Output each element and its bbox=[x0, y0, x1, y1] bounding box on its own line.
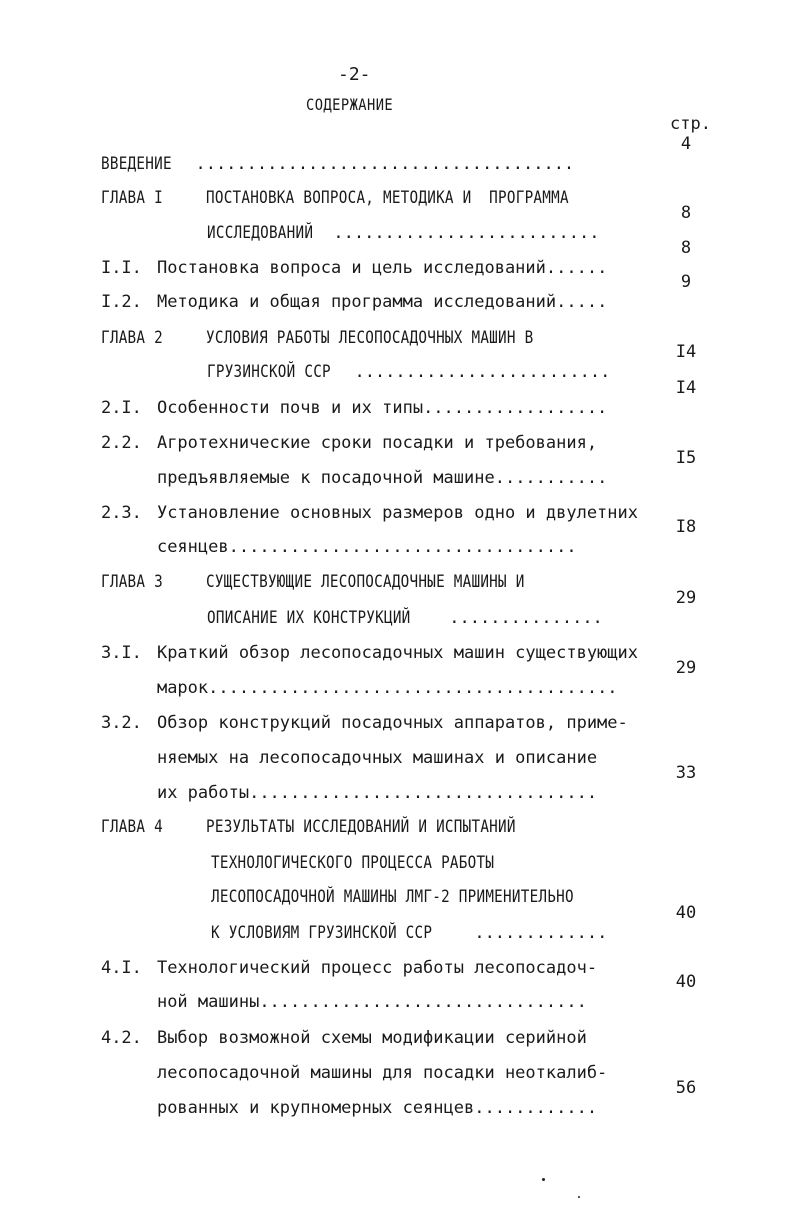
toc-chapter-3: ГЛАВА 3 СУЩЕСТВУЮЩИЕ ЛЕСОПОСАДОЧНЫЕ МАШИНЫ И bbox=[100, 572, 525, 592]
toc-chapter-4-cont2: ЛЕСОПОСАДОЧНОЙ МАШИНЫ ЛМГ-2 ПРИМЕНИТЕЛЬНО bbox=[210, 887, 574, 907]
toc-section-3-2-cont: няемых на лесопосадочных машинах и описание bbox=[156, 748, 598, 768]
toc-chapter-2: ГЛАВА 2 УСЛОВИЯ РАБОТЫ ЛЕСОПОСАДОЧНЫХ МАШИН В bbox=[100, 328, 534, 348]
toc-page-number: 40 bbox=[675, 903, 697, 923]
toc-chapter-1: ГЛАВА I ПОСТАНОВКА ВОПРОСА, МЕТОДИКА И ПРОГРАММА bbox=[100, 188, 569, 208]
toc-page-number: 33 bbox=[675, 763, 697, 783]
toc-section-3-2-cont2: их работы.................................. bbox=[156, 783, 598, 803]
toc-page-number: I8 bbox=[675, 517, 697, 537]
toc-chapter-1-cont: ИССЛЕДОВАНИЙ .......................... bbox=[206, 223, 600, 243]
toc-page-number: I4 bbox=[675, 342, 697, 362]
toc-page-number: 40 bbox=[675, 972, 697, 992]
toc-chapter-4: ГЛАВА 4 РЕЗУЛЬТАТЫ ИССЛЕДОВАНИЙ И ИСПЫТАНИЙ bbox=[100, 817, 516, 837]
toc-section-1-1: I.I. Постановка вопроса и цель исследований...... bbox=[100, 258, 608, 278]
toc-section-3-2: 3.2. Обзор конструкций посадочных аппаратов, приме- bbox=[100, 713, 628, 733]
toc-section-4-1-cont: ной машины................................ bbox=[156, 992, 587, 1012]
toc-section-2-3-cont: сеянцев.................................. bbox=[156, 537, 577, 557]
page-column-label: стр. bbox=[670, 114, 711, 134]
toc-page-number: 8 bbox=[680, 238, 692, 258]
toc-section-1-2: I.2. Методика и общая программа исследований..... bbox=[100, 292, 608, 312]
toc-section-4-2-cont: лесопосадочной машины для посадки неоткалиб- bbox=[156, 1063, 608, 1083]
page-title: СОДЕРЖАНИЕ bbox=[306, 95, 394, 114]
toc-section-4-2-cont2: рованных и крупномерных сеянцев............ bbox=[156, 1098, 598, 1118]
toc-section-3-1: 3.I. Краткий обзор лесопосадочных машин существующих bbox=[100, 643, 638, 663]
toc-chapter-2-cont: ГРУЗИНСКОЙ ССР ......................... bbox=[206, 362, 611, 382]
toc-page-number: 56 bbox=[675, 1078, 697, 1098]
toc-page-number: 29 bbox=[675, 588, 697, 608]
toc-entry-introduction: ВВЕДЕНИЕ ..................................... bbox=[100, 154, 575, 174]
toc-section-2-3: 2.3. Установление основных размеров одно и двулетних bbox=[100, 503, 638, 523]
toc-page-number: 29 bbox=[675, 658, 697, 678]
toc-chapter-4-cont: ТЕХНОЛОГИЧЕСКОГО ПРОЦЕССА РАБОТЫ bbox=[210, 853, 495, 873]
page-number: -2- bbox=[338, 64, 371, 85]
scan-speck bbox=[578, 1196, 580, 1198]
toc-chapter-3-cont: ОПИСАНИЕ ИХ КОНСТРУКЦИЙ ............... bbox=[206, 608, 603, 628]
toc-page-number: 8 bbox=[680, 203, 692, 223]
toc-page-number: I5 bbox=[675, 448, 697, 468]
toc-section-3-1-cont: марок........................................ bbox=[156, 678, 618, 698]
toc-page-number: 4 bbox=[680, 134, 692, 154]
scan-speck bbox=[542, 1178, 545, 1181]
toc-page-number: 9 bbox=[680, 272, 692, 292]
toc-section-2-2: 2.2. Агротехнические сроки посадки и требования, bbox=[100, 433, 598, 453]
toc-section-2-2-cont: предъявляемые к посадочной машине........... bbox=[156, 468, 608, 488]
toc-page-number: I4 bbox=[675, 378, 697, 398]
toc-section-4-2: 4.2. Выбор возможной схемы модификации серийной bbox=[100, 1028, 587, 1048]
toc-section-4-1: 4.I. Технологический процесс работы лесопосадоч- bbox=[100, 958, 598, 978]
toc-chapter-4-cont3: К УСЛОВИЯМ ГРУЗИНСКОЙ ССР ............. bbox=[210, 923, 608, 943]
toc-section-2-1: 2.I. Особенности почв и их типы.................. bbox=[100, 398, 608, 418]
